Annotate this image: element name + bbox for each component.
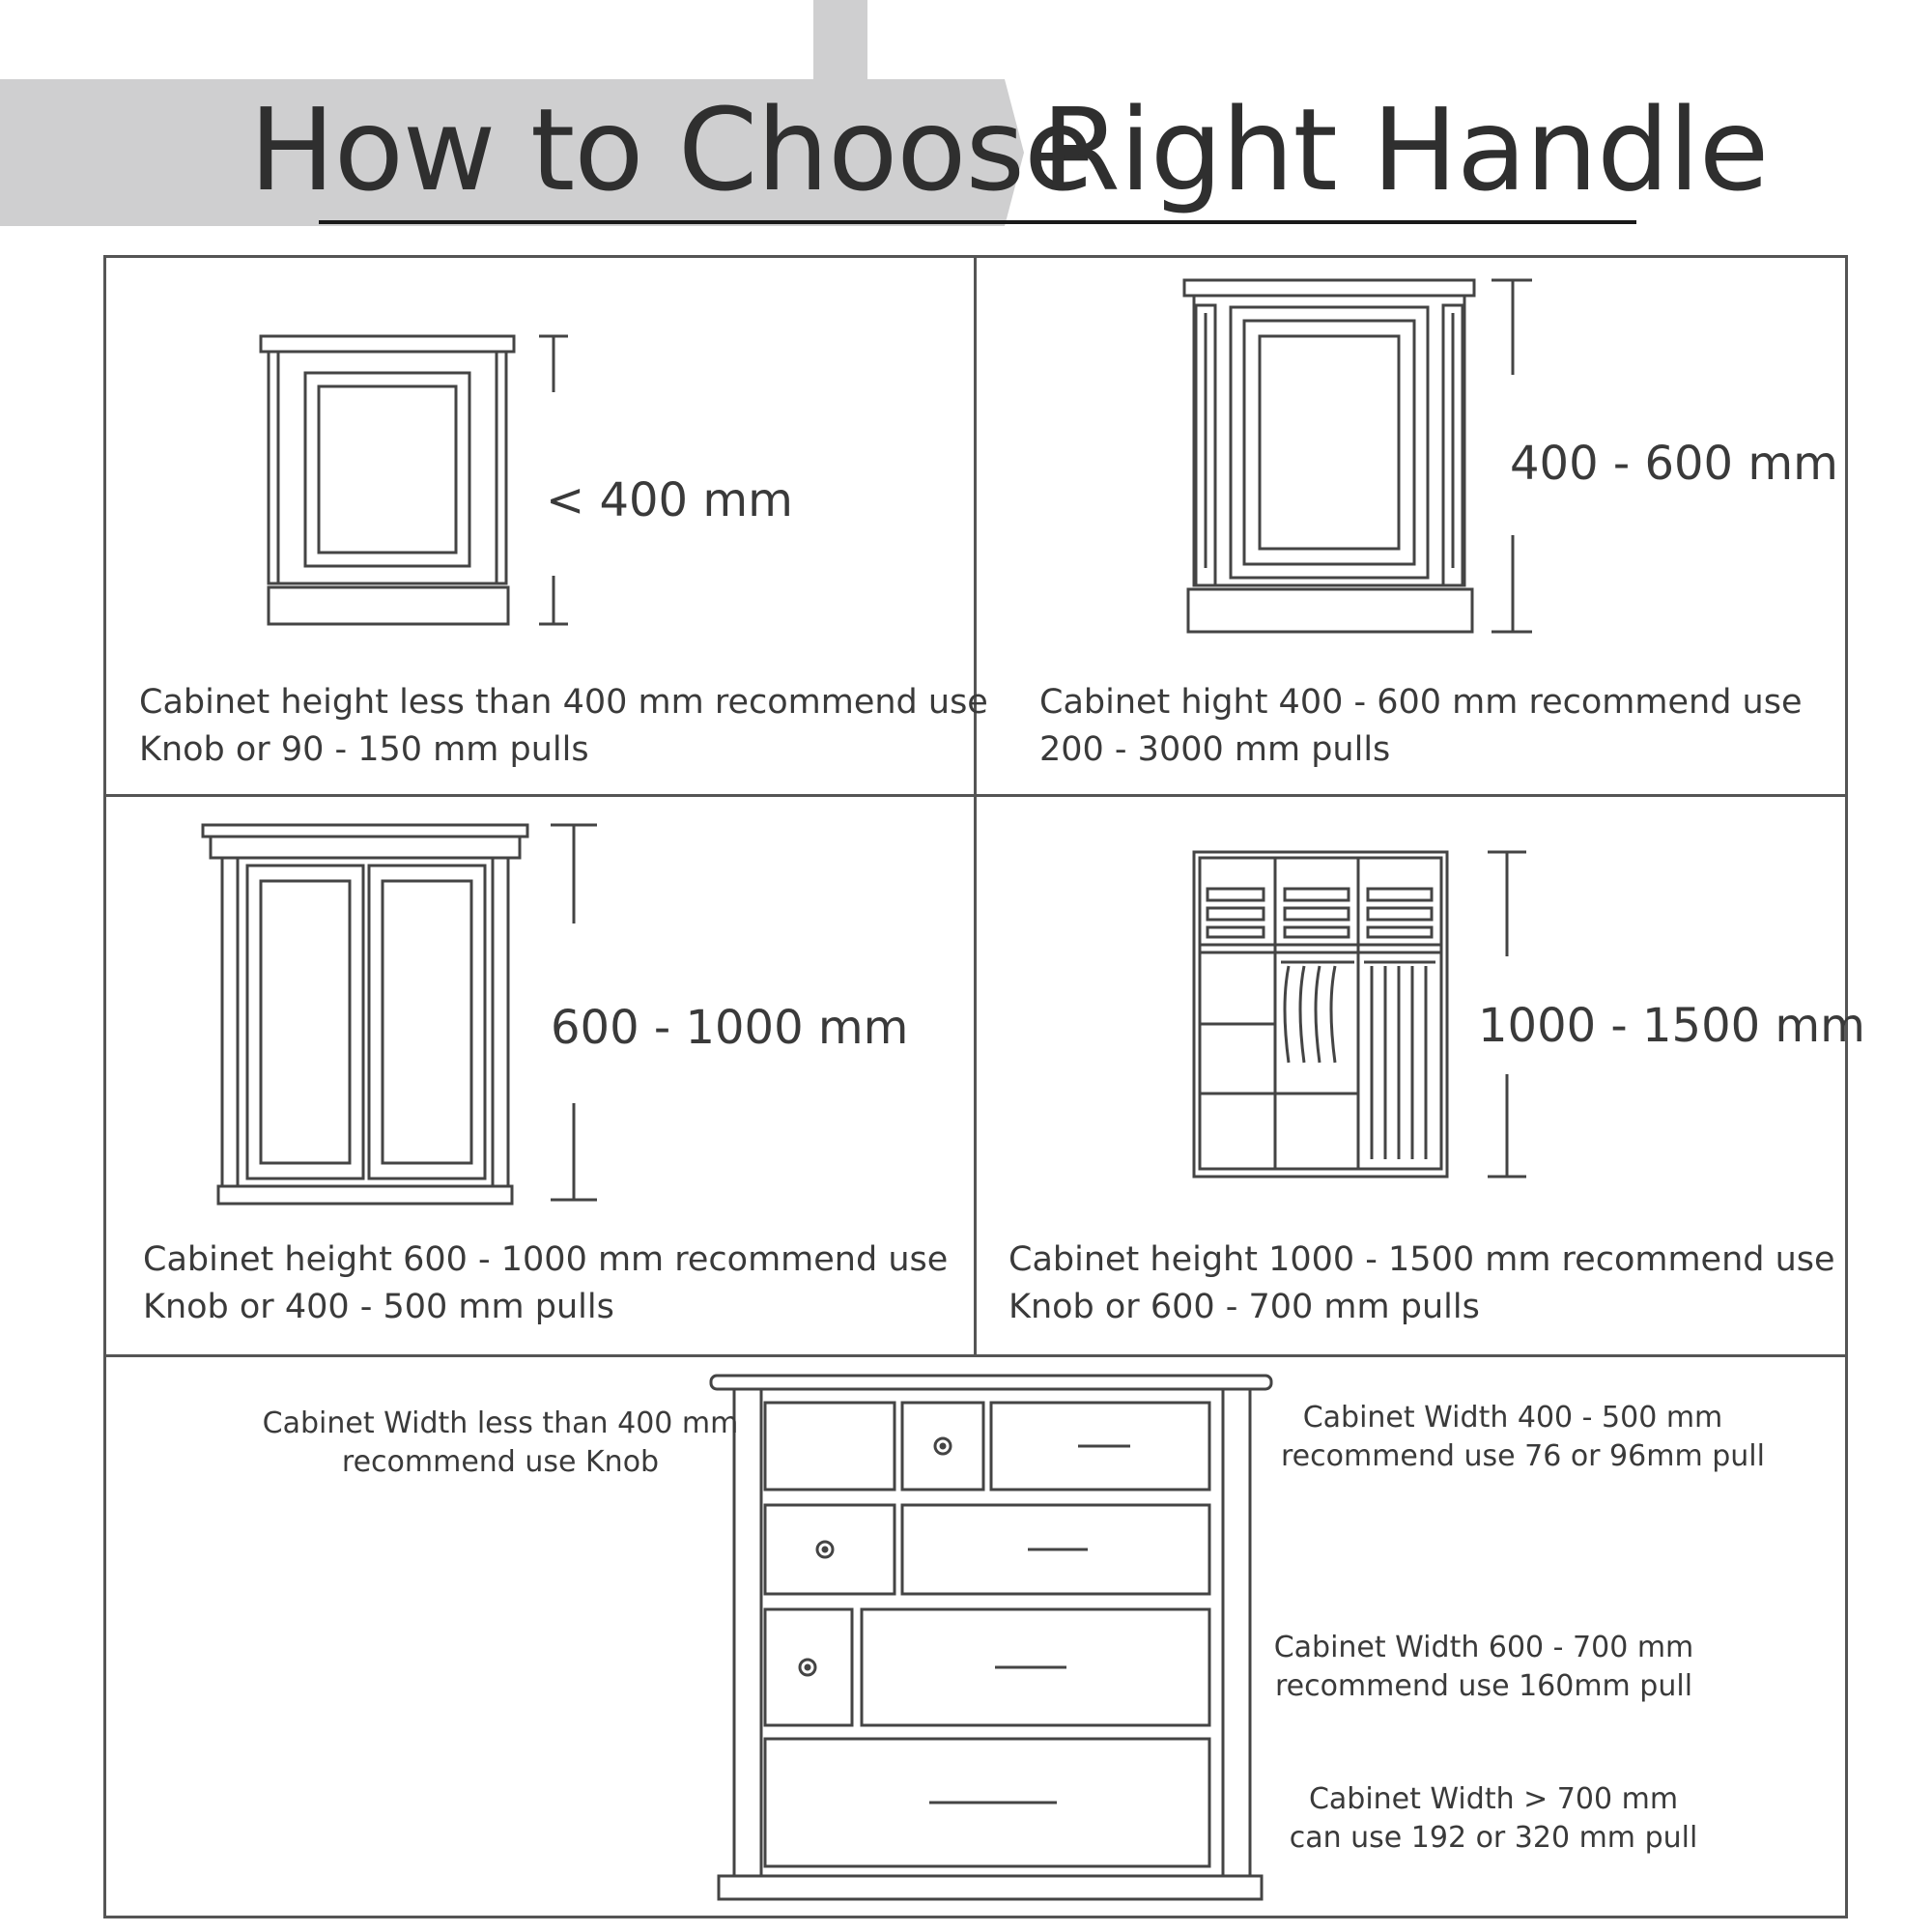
dresser-illustration: [709, 1374, 1281, 1905]
title-stem-decoration: [813, 0, 867, 81]
width-400-500-line2: recommend use 76 or 96mm pull: [1281, 1439, 1765, 1473]
single-door-cabinet-illustration: [1182, 278, 1549, 636]
width-600-700-line1: Cabinet Width 600 - 700 mm: [1273, 1631, 1694, 1664]
panel1-dimension-label: < 400 mm: [546, 473, 793, 527]
knob-width-line1: Cabinet Width less than 400 mm: [262, 1406, 739, 1440]
grid-divider-row1: [103, 794, 1848, 797]
width-700plus-line1: Cabinet Width > 700 mm: [1308, 1782, 1679, 1816]
grid-divider-vertical: [974, 255, 977, 1356]
panel4-description-line2: Knob or 600 - 700 mm pulls: [1009, 1288, 1480, 1326]
title-underline: [319, 220, 1636, 224]
double-door-cabinet-illustration: [201, 823, 607, 1206]
knob-width-line2: recommend use Knob: [341, 1445, 660, 1479]
page-title-part1: How to Choose: [249, 83, 1094, 216]
width-400-500-line1: Cabinet Width 400 - 500 mm: [1302, 1401, 1723, 1435]
page-title-part2: Right Handle: [1041, 83, 1769, 216]
width-700plus-line2: can use 192 or 320 mm pull: [1289, 1821, 1698, 1855]
grid-divider-row2: [103, 1354, 1848, 1357]
panel4-description-line1: Cabinet height 1000 - 1500 mm recommend use: [1009, 1240, 1835, 1279]
panel2-description-line1: Cabinet hight 400 - 600 mm recommend use: [1039, 683, 1803, 722]
panel2-description-line2: 200 - 3000 mm pulls: [1039, 730, 1391, 769]
panel4-dimension-label: 1000 - 1500 mm: [1478, 999, 1865, 1053]
panel1-description-line2: Knob or 90 - 150 mm pulls: [139, 730, 589, 769]
width-600-700-line2: recommend use 160mm pull: [1274, 1669, 1693, 1703]
panel1-description-line1: Cabinet height less than 400 mm recommend use: [139, 683, 988, 722]
panel3-description-line2: Knob or 400 - 500 mm pulls: [143, 1288, 614, 1326]
panel2-dimension-label: 400 - 600 mm: [1510, 437, 1838, 491]
small-cabinet-illustration: [259, 334, 578, 634]
panel3-dimension-label: 600 - 1000 mm: [551, 1001, 909, 1055]
panel3-description-line1: Cabinet height 600 - 1000 mm recommend use: [143, 1240, 949, 1279]
